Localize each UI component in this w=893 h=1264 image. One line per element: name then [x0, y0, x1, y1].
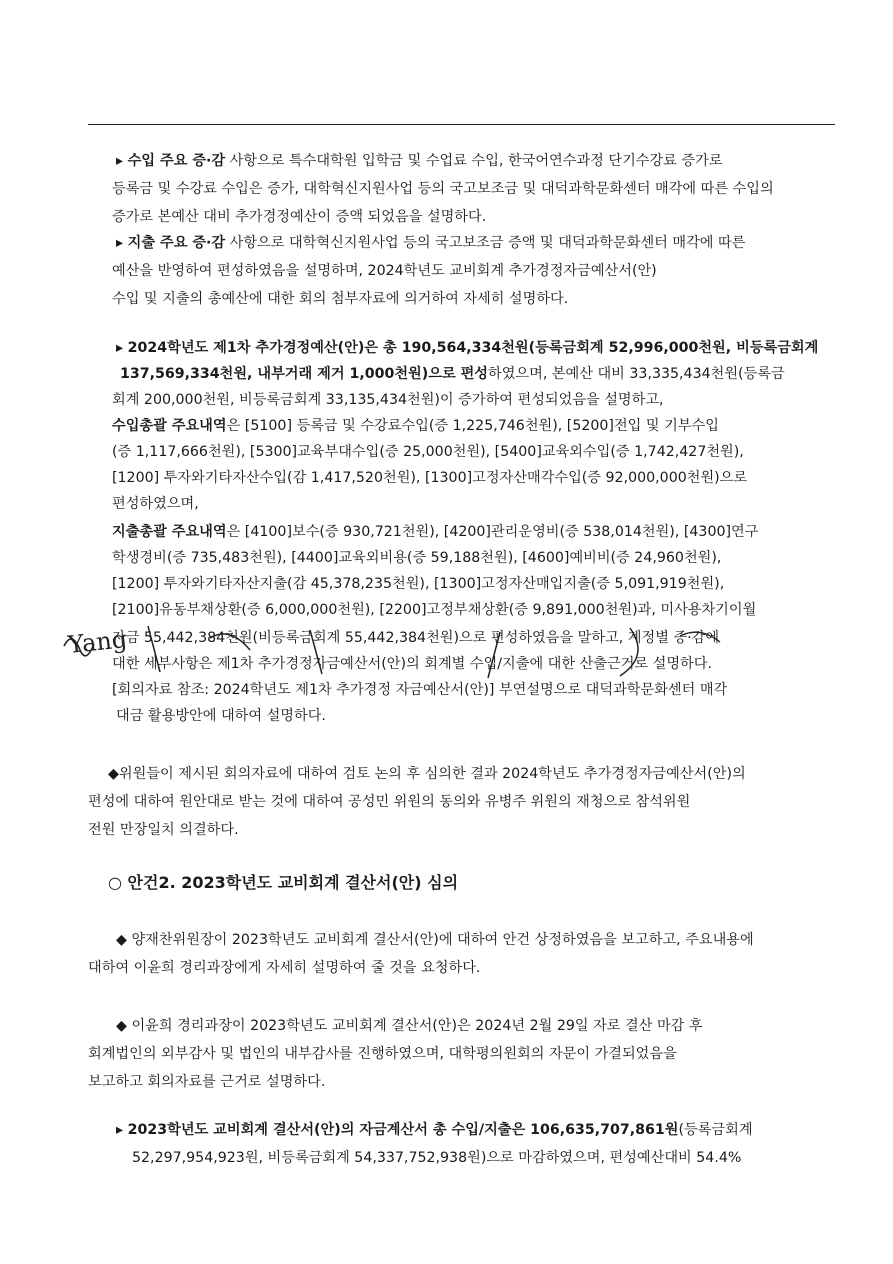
resolution-line-3: 전원 만장일치 의결하다. [88, 822, 239, 838]
agenda2-p2-line-2: 회계법인의 외부감사 및 법인의 내부감사를 진행하였으며, 대학평의원회의 자문이 가결되었음을 [88, 1046, 677, 1062]
triangle-bullet-icon: ▸ [116, 235, 124, 251]
agenda2-p2-line-3: 보고하고 회의자료를 근거로 설명하다. [88, 1074, 326, 1090]
total-line-9: 학생경비(증 735,483천원), [4400]교육외비용(증 59,188천원), [4600]예비비(증 24,960천원), [112, 550, 722, 566]
agenda2-p3-line-1 [116, 1116, 753, 1144]
agenda2-p2-text-1: 이윤희 경리과장이 2023학년도 교비회계 결산서(안)은 2024년 2월 29일 자로 결산 마감 후 [131, 1018, 703, 1034]
agenda2-p3-bold: 2023학년도 교비회계 결산서(안)의 자금계산서 총 수입/지출은 106,635,707,861원 [127, 1122, 679, 1138]
revenue-summary-heading: 수입총괄 주요내역 [112, 418, 227, 434]
total-line-11: [2100]유동부채상환(증 6,000,000천원), [2200]고정부채상환(증 9,891,000천원)과, 미사용차기이월 [112, 602, 757, 618]
diamond-bullet-icon: ◆ [108, 766, 119, 782]
total-line-10: [1200] 투자와기타자산지출(감 45,378,235천원), [1300]고정자산매입지출(증 5,091,919천원), [112, 576, 725, 592]
total-line-13: 대한 세부사항은 제1차 추가경정자금예산서(안)의 회계별 수입/지출에 대한 산출근거로 설명하다. [112, 656, 712, 672]
total-bold-2: 137,569,334천원, 내부거래 제거 1,000천원)으로 편성 [120, 366, 489, 382]
total-line-8 [112, 518, 758, 546]
expense-summary-heading: 지출총괄 주요내역 [112, 524, 227, 540]
agenda2-p1-text-1: 양재찬위원장이 2023학년도 교비회계 결산서(안)에 대하여 안건 상정하였음을 보고하고, 주요내용에 [131, 932, 754, 948]
total-line-15: 대금 활용방안에 대하여 설명하다. [116, 708, 326, 724]
agenda2-p1-line-2: 대하여 이윤희 경리과장에게 자세히 설명하여 줄 것을 요청하다. [88, 960, 481, 976]
triangle-bullet-icon: ▸ [116, 1122, 124, 1138]
revenue-text-1: 사항으로 특수대학원 입학금 및 수업료 수입, 한국어연수과정 단기수강료 증가로 [225, 153, 723, 169]
revenue-line-1 [116, 147, 834, 175]
agenda2-title: 안건2. 2023학년도 교비회계 결산서(안) 심의 [127, 873, 459, 892]
agenda2-heading [108, 869, 458, 897]
top-rule [88, 124, 835, 125]
resolution-line-1 [108, 760, 746, 788]
total-line-3: 회계 200,000천원, 비등록금회계 33,135,434천원)이 증가하여 편성되었음을 설명하고, [112, 392, 664, 408]
total-line-14: [회의자료 참조: 2024학년도 제1차 추가경정 자금예산서(안)] 부연설명으로 대덕과학문화센터 매각 [112, 682, 728, 698]
revenue-line-2: 등록금 및 수강료 수입은 증가, 대학혁신지원사업 등의 국고보조금 및 대덕과학문화센터 매각에 따른 수입의 [112, 181, 774, 197]
total-line-2 [120, 360, 785, 388]
total-line-4 [112, 412, 719, 440]
total-text-8: 은 [4100]보수(증 930,721천원), [4200]관리운영비(증 538,014천원), [4300]연구 [226, 524, 759, 540]
total-line-6: [1200] 투자와기타자산수입(감 1,417,520천원), [1300]고정자산매각수입(증 92,000,000천원)으로 [112, 470, 748, 486]
triangle-bullet-icon: ▸ [116, 153, 124, 169]
resolution-text-1: 위원들이 제시된 회의자료에 대하여 검토 논의 후 심의한 결과 2024학년도 추가경정자금예산서(안)의 [118, 766, 746, 782]
diamond-bullet-icon: ◆ [116, 1018, 127, 1034]
agenda2-p1-line-1 [116, 926, 754, 954]
agenda2-p3-text-1: (등록금회계 [678, 1122, 753, 1138]
total-text-4: 은 [5100] 등록금 및 수강료수입(증 1,225,746천원), [5200]전입 및 기부수입 [226, 418, 719, 434]
agenda2-p2-line-1 [116, 1012, 703, 1040]
triangle-bullet-icon: ▸ [116, 340, 124, 356]
total-heading: 2024학년도 제1차 추가경정예산(안)은 총 190,564,334천원(등록금회계 52,996,000천원, 비등록금회계 [127, 340, 819, 356]
total-line-12: 자금 55,442,384천원(비등록금회계 55,442,384천원)으로 편성하였음을 말하고, 계정별 증·감에 [112, 630, 720, 646]
expense-heading: 지출 주요 증·감 [127, 235, 226, 251]
revenue-heading: 수입 주요 증·감 [127, 153, 226, 169]
circle-bullet-icon: ○ [108, 873, 122, 892]
agenda2-p3-line-2: 52,297,954,923원, 비등록금회계 54,337,752,938원)으로 마감하였으며, 편성예산대비 54.4% [132, 1150, 742, 1166]
expense-line-3: 수입 및 지출의 총예산에 대한 회의 첨부자료에 의거하여 자세히 설명하다. [112, 291, 569, 307]
expense-line-1 [116, 229, 745, 257]
revenue-line-3: 증가로 본예산 대비 추가경정예산이 증액 되었음을 설명하다. [112, 209, 487, 225]
handwritten-signature: Yang [66, 624, 129, 660]
total-line-7: 편성하였으며, [112, 496, 199, 512]
expense-text-1: 사항으로 대학혁신지원사업 등의 국고보조금 증액 및 대덕과학문화센터 매각에 따른 [225, 235, 746, 251]
resolution-line-2: 편성에 대하여 원안대로 받는 것에 대하여 공성민 위원의 동의와 유병주 위원의 재청으로 참석위원 [88, 794, 691, 810]
total-text-2: 하였으며, 본예산 대비 33,335,434천원(등록금 [488, 366, 785, 382]
diamond-bullet-icon: ◆ [116, 932, 127, 948]
expense-line-2: 예산을 반영하여 편성하였음을 설명하며, 2024학년도 교비회계 추가경정자금예산서(안) [112, 263, 657, 279]
total-line-5: (증 1,117,666천원), [5300]교육부대수입(증 25,000천원), [5400]교육외수입(증 1,742,427천원), [112, 444, 744, 460]
total-line-1 [116, 334, 818, 362]
